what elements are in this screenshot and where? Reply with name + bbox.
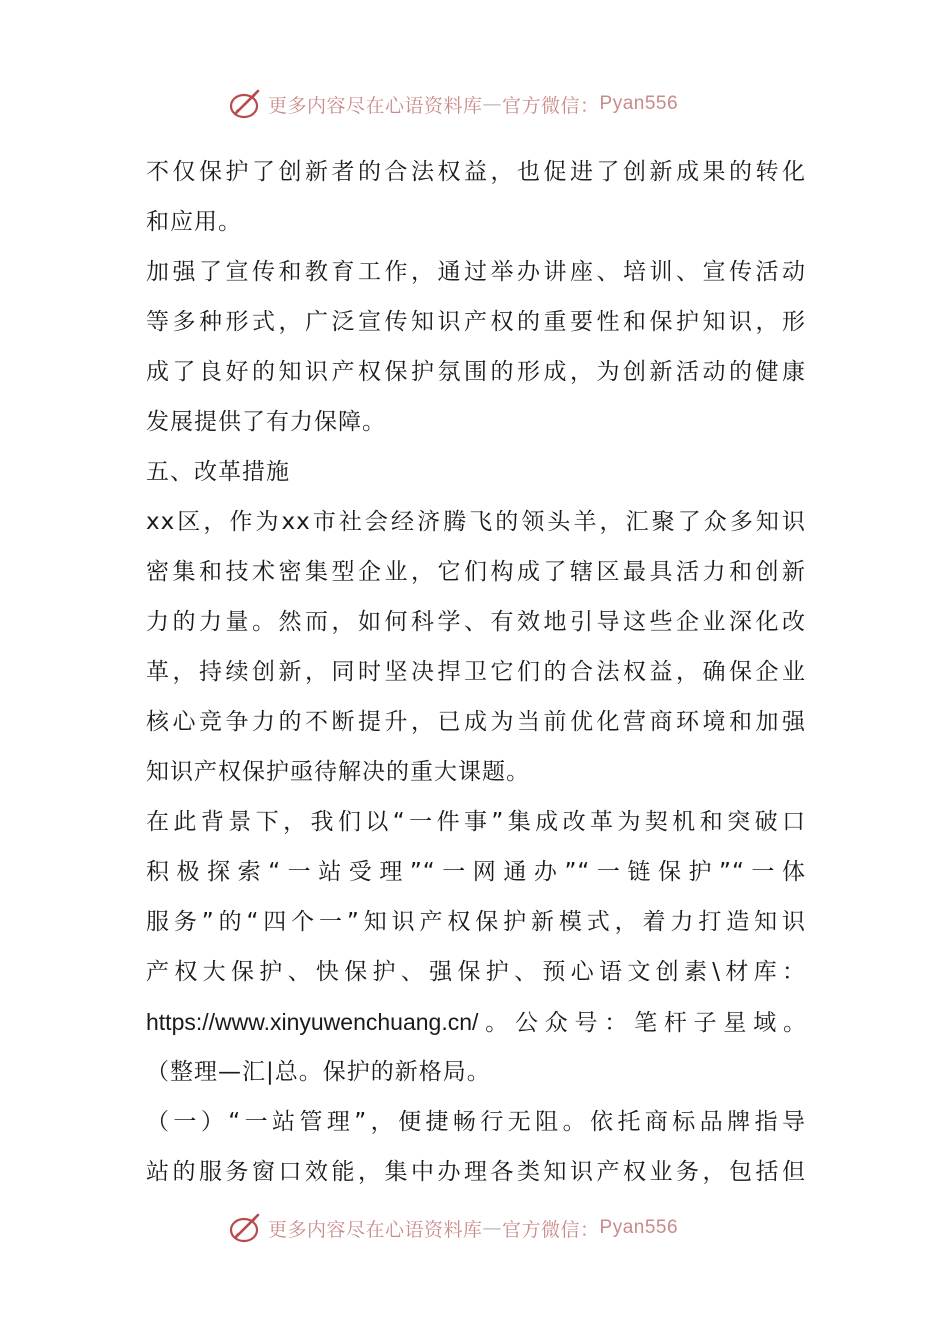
quill-logo-icon bbox=[228, 86, 264, 122]
text-line: 等多种形式，广泛宣传知识产权的重要性和保护知识，形 bbox=[146, 309, 806, 335]
document-body bbox=[146, 147, 806, 1197]
header-banner bbox=[228, 84, 728, 124]
footer-banner bbox=[228, 1208, 728, 1248]
text-line: 密集和技术密集型企业，它们构成了辖区最具活力和创新 bbox=[146, 559, 806, 585]
footer-wechat-id: Pyan556 bbox=[599, 1217, 679, 1238]
text-line: 站的服务窗口效能，集中办理各类知识产权业务，包括但 bbox=[146, 1159, 806, 1185]
text-line: 产权大保护、快保护、强保护、预心语文创素\材库： bbox=[146, 959, 806, 985]
header-wechat-label: 官方微信： bbox=[502, 94, 600, 117]
text-line: （整理—汇|总。保护的新格局。 bbox=[146, 1059, 491, 1085]
header-wechat-id: Pyan556 bbox=[599, 93, 679, 114]
text-line: 不仅保护了创新者的合法权益，也促进了创新成果的转化 bbox=[146, 159, 806, 185]
header-slogan: 更多内容尽在心语资料库 bbox=[268, 94, 483, 117]
text-line: 力的力量。然而，如何科学、有效地引导这些企业深化改 bbox=[146, 609, 806, 635]
footer-separator: — bbox=[482, 1217, 503, 1239]
text-line: 和应用。 bbox=[146, 209, 242, 235]
text-line: 加强了宣传和教育工作，通过举办讲座、培训、宣传活动 bbox=[146, 259, 806, 285]
text-line: 成了良好的知识产权保护氛围的形成，为创新活动的健康 bbox=[146, 359, 806, 385]
footer-wechat-label: 官方微信： bbox=[502, 1218, 600, 1241]
text-line: 知识产权保护亟待解决的重大课题。 bbox=[146, 759, 530, 785]
text-line: 服务”的“四个一”知识产权保护新模式，着力打造知识 bbox=[146, 909, 806, 935]
text-line: 在此背景下，我们以“一件事”集成改革为契机和突破口 bbox=[146, 809, 806, 835]
text-line: 积极探索“一站受理”“一网通办”“一链保护”“一体 bbox=[146, 859, 806, 885]
text-line: 发展提供了有力保障。 bbox=[146, 409, 386, 435]
footer-slogan: 更多内容尽在心语资料库 bbox=[268, 1218, 483, 1241]
text-line: xx区，作为xx市社会经济腾飞的领头羊，汇聚了众多知识 bbox=[146, 509, 806, 535]
text-line-url: https://www.xinyuwenchuang.cn/。公众号：笔杆子星域。 bbox=[146, 1009, 806, 1035]
section-heading: 五、改革措施 bbox=[146, 459, 290, 485]
text-line: 核心竞争力的不断提升，已成为当前优化营商环境和加强 bbox=[146, 709, 806, 735]
text-line: 革，持续创新，同时坚决捍卫它们的合法权益，确保企业 bbox=[146, 659, 806, 685]
text-line: （一）“一站管理”，便捷畅行无阻。依托商标品牌指导 bbox=[146, 1109, 806, 1135]
quill-logo-icon bbox=[228, 1210, 264, 1246]
header-separator: — bbox=[482, 93, 503, 115]
